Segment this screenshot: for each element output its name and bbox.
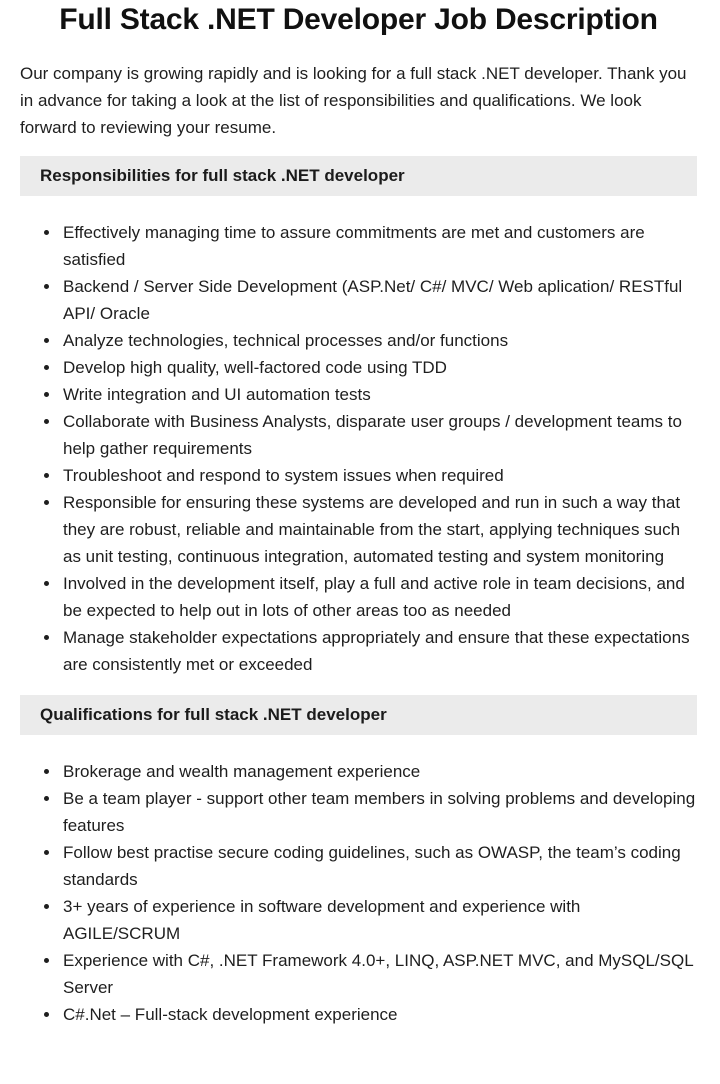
list-item: • Involved in the development itself, play a full and active role in team decisions, and be expected to help out in lots of other areas too as needed bbox=[61, 570, 697, 624]
intro-paragraph: Our company is growing rapidly and is looking for a full stack .NET developer. Thank you in advance for taking a look at the list of responsibilities and qualifications. We look forward to reviewing your resume. bbox=[20, 64, 687, 137]
section-responsibilities bbox=[20, 156, 697, 678]
responsibilities-list bbox=[20, 219, 697, 678]
list-item: • Effectively managing time to assure commitments are met and customers are satisfied bbox=[61, 219, 697, 273]
list-item: • 3+ years of experience in software development and experience with AGILE/SCRUM bbox=[61, 893, 697, 947]
list-item: • Manage stakeholder expectations appropriately and ensure that these expectations are consistently met or exceeded bbox=[61, 624, 697, 678]
job-description-document bbox=[0, 2, 720, 1028]
list-item: • Brokerage and wealth management experience bbox=[61, 758, 697, 785]
qualifications-list bbox=[20, 758, 697, 1028]
list-item: • Responsible for ensuring these systems are developed and run in such a way that they are robust, reliable and maintainable from the start, applying techniques such as unit testing, continuous integration, automated testing and system monitoring bbox=[61, 489, 697, 570]
list-item: • Be a team player - support other team members in solving problems and developing features bbox=[61, 785, 697, 839]
page-title: Full Stack .NET Developer Job Description bbox=[59, 3, 658, 36]
list-item: • Write integration and UI automation tests bbox=[61, 381, 697, 408]
list-item: • Develop high quality, well-factored code using TDD bbox=[61, 354, 697, 381]
list-item: • Collaborate with Business Analysts, disparate user groups / development teams to help gather requirements bbox=[61, 408, 697, 462]
list-item: • Backend / Server Side Development (ASP.Net/ C#/ MVC/ Web aplication/ RESTful API/ Oracle bbox=[61, 273, 697, 327]
section-qualifications bbox=[20, 695, 697, 1028]
list-item: • Experience with C#, .NET Framework 4.0+, LINQ, ASP.NET MVC, and MySQL/SQL Server bbox=[61, 947, 697, 1001]
qualifications-heading: Qualifications for full stack .NET developer bbox=[20, 695, 697, 735]
list-item: • Follow best practise secure coding guidelines, such as OWASP, the team’s coding standards bbox=[61, 839, 697, 893]
responsibilities-heading: Responsibilities for full stack .NET developer bbox=[20, 156, 697, 196]
list-item: • Troubleshoot and respond to system issues when required bbox=[61, 462, 697, 489]
list-item: • C#.Net – Full-stack development experience bbox=[61, 1001, 697, 1028]
list-item: • Analyze technologies, technical processes and/or functions bbox=[61, 327, 697, 354]
